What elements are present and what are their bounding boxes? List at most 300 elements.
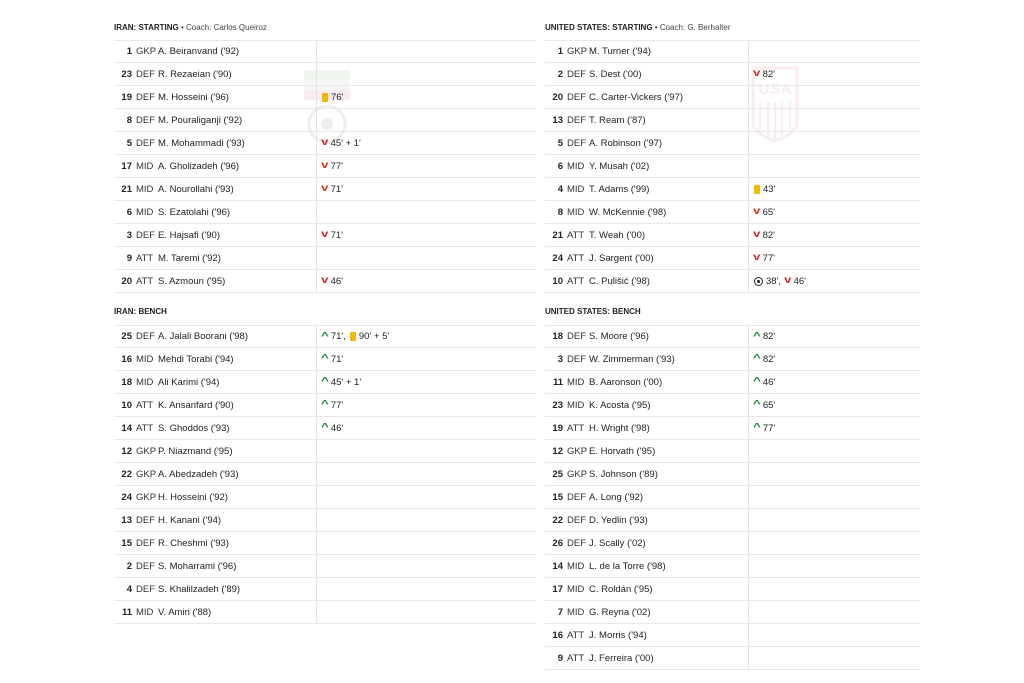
player-row[interactable]	[545, 132, 920, 155]
player-row[interactable]	[114, 348, 536, 371]
player-row[interactable]	[545, 647, 920, 670]
shirt-number: 2	[557, 68, 563, 80]
shirt-number: 17	[552, 583, 563, 595]
player-name[interactable]: J. Sargent ('00)	[589, 252, 654, 264]
shirt-number: 19	[552, 422, 563, 434]
player-row[interactable]	[114, 155, 536, 178]
player-row[interactable]	[545, 247, 920, 270]
event-minute: 65'	[762, 399, 776, 411]
player-row[interactable]	[114, 109, 536, 132]
player-row[interactable]	[545, 201, 920, 224]
event-in	[754, 400, 775, 411]
event-minute: 82'	[762, 353, 776, 365]
player-events	[748, 417, 775, 439]
shirt-number: 18	[121, 376, 132, 388]
usa-bench-title: UNITED STATES: BENCH	[545, 307, 641, 316]
shirt-number: 20	[552, 91, 563, 103]
position: GKP	[136, 491, 157, 503]
shirt-number: 11	[121, 606, 132, 618]
event-minute: 71'	[330, 229, 343, 241]
usa-coach: • Coach: G. Berhalter	[654, 23, 731, 32]
chevron-down-icon: v	[753, 206, 761, 217]
event-goal	[754, 276, 781, 287]
player-events	[316, 532, 322, 554]
player-row[interactable]	[545, 325, 920, 348]
position: DEF	[136, 537, 155, 549]
shirt-number: 24	[121, 491, 132, 503]
player-row[interactable]	[545, 624, 920, 647]
shirt-number: 15	[552, 491, 563, 503]
position: MID	[136, 353, 154, 365]
chevron-down-icon: v	[753, 252, 761, 263]
event-out	[322, 138, 361, 149]
player-events	[316, 41, 322, 62]
chevron-down-icon: v	[321, 183, 329, 194]
shirt-number: 15	[121, 537, 132, 549]
player-row[interactable]	[545, 440, 920, 463]
player-events	[316, 155, 343, 177]
player-name[interactable]: K. Ansarifard ('90)	[158, 399, 234, 411]
position: DEF	[567, 91, 586, 103]
event-out	[754, 207, 775, 218]
shirt-number: 10	[121, 399, 132, 411]
player-row[interactable]	[545, 86, 920, 109]
shirt-number: 5	[557, 137, 563, 149]
player-row[interactable]	[545, 40, 920, 63]
player-events	[748, 463, 754, 485]
player-events	[316, 178, 343, 200]
shirt-number: 9	[126, 252, 132, 264]
event-minute: 46'	[762, 376, 776, 388]
position: MID	[567, 160, 585, 172]
usa-starting-title: UNITED STATES: STARTING	[545, 23, 653, 32]
player-events	[748, 601, 754, 623]
position: MID	[136, 160, 154, 172]
position: ATT	[136, 399, 154, 411]
player-row[interactable]	[545, 532, 920, 555]
chevron-up-icon: ^	[321, 330, 329, 342]
player-name[interactable]: J. Morris ('94)	[589, 629, 647, 641]
player-events	[748, 109, 754, 131]
player-name[interactable]: T. Weah ('00)	[589, 229, 646, 241]
event-in	[322, 423, 343, 434]
position: DEF	[136, 331, 155, 342]
usa-bench-header	[545, 307, 641, 316]
player-name[interactable]: Ali Karimi ('94)	[158, 376, 220, 388]
player-row[interactable]	[114, 178, 536, 201]
chevron-up-icon: ^	[753, 376, 761, 387]
player-name[interactable]: K. Acosta ('95)	[589, 399, 651, 411]
chevron-up-icon: ^	[753, 399, 761, 410]
usa-starting-header	[545, 23, 731, 32]
position: ATT	[136, 275, 154, 287]
shirt-number: 5	[126, 137, 132, 149]
player-row[interactable]	[545, 486, 920, 509]
player-events	[316, 247, 322, 269]
event-minute: 77'	[762, 422, 776, 434]
player-events	[748, 509, 754, 531]
player-row[interactable]	[114, 486, 536, 509]
position: GKP	[567, 445, 588, 457]
player-row[interactable]	[545, 601, 920, 624]
shirt-number: 6	[557, 160, 563, 172]
player-name[interactable]: D. Yedlin ('93)	[589, 514, 648, 526]
event-minute: 71',	[330, 331, 346, 342]
player-row[interactable]	[114, 132, 536, 155]
iran-bench-list	[114, 325, 536, 624]
player-name[interactable]: A. Jalali Boorani ('98)	[158, 331, 248, 342]
player-row[interactable]	[114, 440, 536, 463]
shirt-number: 8	[557, 206, 563, 218]
player-row[interactable]	[114, 371, 536, 394]
event-in	[754, 423, 775, 434]
player-events	[316, 394, 343, 416]
shirt-number: 17	[121, 160, 132, 172]
player-events	[748, 247, 775, 269]
event-minute: 46'	[330, 422, 344, 434]
player-name[interactable]: S. Moharrami ('96)	[158, 560, 237, 572]
player-name[interactable]: C. Roldán ('95)	[589, 583, 653, 595]
shirt-number: 4	[557, 183, 563, 195]
player-name[interactable]: Mehdi Torabi ('94)	[158, 353, 234, 365]
chevron-down-icon: v	[784, 275, 792, 286]
event-minute: 45' + 1'	[330, 137, 361, 149]
player-name[interactable]: S. Ezatolahi ('96)	[158, 206, 231, 218]
shirt-number: 23	[121, 68, 132, 80]
player-events	[748, 63, 775, 85]
player-row[interactable]	[545, 224, 920, 247]
event-minute: 46'	[330, 275, 343, 287]
player-name[interactable]: Y. Musah ('02)	[589, 160, 650, 172]
player-events	[748, 201, 775, 223]
player-name[interactable]: A. Long ('92)	[589, 491, 644, 503]
player-events	[748, 440, 754, 462]
player-name[interactable]: A. Gholizadeh ('96)	[158, 160, 240, 172]
player-row[interactable]	[114, 578, 536, 601]
player-events	[748, 532, 754, 554]
shirt-number: 3	[557, 353, 563, 365]
shirt-number: 2	[126, 560, 132, 572]
player-events	[316, 348, 343, 370]
event-card	[754, 184, 775, 195]
player-events	[316, 509, 322, 531]
iran-starting-list	[114, 40, 536, 293]
player-row[interactable]	[114, 555, 536, 578]
position: DEF	[567, 514, 586, 526]
player-name[interactable]: M. Pouraliganji ('92)	[158, 114, 243, 126]
event-out	[322, 161, 343, 172]
event-minute: 82'	[762, 331, 776, 342]
shirt-number: 11	[552, 376, 563, 388]
player-name[interactable]: A. Robinson ('97)	[589, 137, 663, 149]
soccer-ball-icon	[754, 277, 763, 286]
player-name[interactable]: S. Dest ('00)	[589, 68, 642, 80]
player-row[interactable]	[545, 270, 920, 293]
player-row[interactable]	[545, 348, 920, 371]
player-name[interactable]: H. Wright ('98)	[589, 422, 650, 434]
chevron-up-icon: ^	[321, 353, 329, 364]
shirt-number: 23	[552, 399, 563, 411]
player-events	[316, 417, 343, 439]
chevron-up-icon: ^	[753, 422, 761, 433]
player-events	[748, 394, 775, 416]
shirt-number: 8	[126, 114, 132, 126]
position: MID	[567, 606, 585, 618]
player-name[interactable]: S. Ghoddos ('93)	[158, 422, 230, 434]
player-row[interactable]	[545, 63, 920, 86]
player-row[interactable]	[545, 509, 920, 532]
player-name[interactable]: M. Hosseini ('96)	[158, 91, 229, 103]
player-row[interactable]	[545, 463, 920, 486]
player-events	[316, 63, 322, 85]
position: GKP	[136, 46, 157, 57]
usa-bench-list	[545, 325, 920, 670]
position: DEF	[567, 537, 586, 549]
shirt-number: 3	[126, 229, 132, 241]
player-events	[316, 109, 322, 131]
event-minute: 71'	[330, 353, 344, 365]
event-minute: 77'	[330, 399, 344, 411]
event-out	[754, 253, 775, 264]
shirt-number: 19	[121, 91, 132, 103]
player-name[interactable]: M. Taremi ('92)	[158, 252, 221, 264]
player-name[interactable]: J. Scally ('02)	[589, 537, 646, 549]
player-row[interactable]	[114, 325, 536, 348]
shirt-number: 25	[552, 468, 563, 480]
chevron-down-icon: v	[321, 160, 329, 171]
position: ATT	[567, 629, 585, 641]
shirt-number: 24	[552, 252, 563, 264]
player-name[interactable]: S. Moore ('96)	[589, 331, 649, 342]
iran-starting-header	[114, 23, 267, 32]
player-row[interactable]	[545, 394, 920, 417]
position: MID	[567, 399, 585, 411]
position: GKP	[567, 46, 588, 57]
shirt-number: 21	[121, 183, 132, 195]
player-events	[748, 41, 754, 62]
event-out	[322, 276, 343, 287]
player-events	[316, 463, 322, 485]
player-name[interactable]: H. Hosseini ('92)	[158, 491, 228, 503]
player-events	[748, 555, 754, 577]
event-minute: 71'	[330, 183, 343, 195]
shirt-number: 6	[126, 206, 132, 218]
event-card	[322, 92, 343, 103]
position: ATT	[567, 652, 585, 664]
shirt-number: 22	[121, 468, 132, 480]
shirt-number: 12	[121, 445, 132, 457]
chevron-up-icon: ^	[321, 422, 329, 433]
event-minute: 76'	[331, 91, 344, 103]
shirt-number: 16	[121, 353, 132, 365]
player-name[interactable]: E. Hajsafi ('90)	[158, 229, 221, 241]
player-name[interactable]: P. Niazmand ('95)	[158, 445, 233, 457]
player-row[interactable]	[114, 86, 536, 109]
position: MID	[136, 606, 154, 618]
player-name[interactable]: A. Abedzadeh ('93)	[158, 468, 239, 480]
player-name[interactable]: M. Turner ('94)	[589, 46, 651, 57]
position: ATT	[136, 252, 154, 264]
position: MID	[567, 560, 585, 572]
player-name[interactable]: S. Khalilzadeh ('89)	[158, 583, 241, 595]
player-events	[748, 155, 754, 177]
yellow-card-icon	[754, 185, 760, 194]
player-row[interactable]	[545, 155, 920, 178]
player-name[interactable]: S. Azmoun ('95)	[158, 275, 226, 287]
position: DEF	[567, 137, 586, 149]
position: MID	[136, 183, 154, 195]
position: GKP	[136, 445, 157, 457]
event-out	[322, 230, 343, 241]
position: ATT	[567, 275, 585, 287]
event-minute: 38',	[766, 275, 782, 287]
player-name[interactable]: J. Ferreira ('00)	[589, 652, 654, 664]
position: DEF	[136, 514, 155, 526]
shirt-number: 21	[552, 229, 563, 241]
position: MID	[567, 206, 585, 218]
player-name[interactable]: S. Johnson ('89)	[589, 468, 658, 480]
chevron-down-icon: v	[753, 68, 761, 79]
player-events	[316, 371, 361, 393]
event-minute: 43'	[763, 183, 776, 195]
player-events	[316, 132, 361, 154]
shirt-number: 13	[121, 514, 132, 526]
player-name[interactable]: R. Cheshmi ('93)	[158, 537, 229, 549]
player-row[interactable]	[114, 417, 536, 440]
player-events	[316, 486, 322, 508]
player-row[interactable]	[114, 532, 536, 555]
player-row[interactable]	[545, 178, 920, 201]
player-events	[316, 224, 343, 246]
player-events	[748, 486, 754, 508]
player-events	[748, 371, 775, 393]
shirt-number: 18	[552, 331, 563, 342]
player-row[interactable]	[545, 417, 920, 440]
position: DEF	[136, 114, 155, 126]
position: MID	[136, 206, 154, 218]
player-row[interactable]	[114, 463, 536, 486]
shirt-number: 7	[557, 606, 563, 618]
shirt-number: 9	[557, 652, 563, 664]
player-name[interactable]: H. Kanani ('94)	[158, 514, 222, 526]
shirt-number: 1	[126, 46, 132, 57]
chevron-up-icon: ^	[321, 376, 329, 387]
player-name[interactable]: A. Nourollahi ('93)	[158, 183, 234, 195]
player-name[interactable]: R. Rezaeian ('90)	[158, 68, 232, 80]
player-row[interactable]	[114, 63, 536, 86]
position: ATT	[567, 229, 585, 241]
player-events	[316, 601, 322, 623]
player-name[interactable]: T. Adams ('99)	[589, 183, 650, 195]
shirt-number: 12	[552, 445, 563, 457]
position: DEF	[136, 560, 155, 572]
event-minute: 46'	[793, 275, 806, 287]
iran-coach: • Coach: Carlos Queiroz	[180, 23, 267, 32]
shirt-number: 1	[557, 46, 563, 57]
event-out	[322, 184, 343, 195]
player-row[interactable]	[114, 201, 536, 224]
event-out	[754, 69, 775, 80]
position: DEF	[136, 583, 155, 595]
player-row[interactable]	[114, 247, 536, 270]
shirt-number: 4	[126, 583, 132, 595]
player-name[interactable]: W. Zimmerman ('93)	[589, 353, 675, 365]
iran-bench-header	[114, 307, 167, 316]
shirt-number: 10	[552, 275, 563, 287]
player-events	[316, 555, 322, 577]
shirt-number: 26	[552, 537, 563, 549]
player-row[interactable]	[545, 371, 920, 394]
player-row[interactable]	[545, 555, 920, 578]
usa-starting-list	[545, 40, 920, 293]
position: DEF	[136, 137, 155, 149]
chevron-up-icon: ^	[753, 353, 761, 364]
player-events	[748, 624, 754, 646]
position: MID	[567, 583, 585, 595]
player-row[interactable]	[114, 509, 536, 532]
shirt-number: 25	[121, 331, 132, 342]
shirt-number: 13	[552, 114, 563, 126]
chevron-down-icon: v	[321, 137, 329, 148]
player-row[interactable]	[114, 40, 536, 63]
player-events	[316, 201, 322, 223]
player-name[interactable]: V. Amiri ('88)	[158, 606, 212, 618]
shirt-number: 14	[552, 560, 563, 572]
position: MID	[567, 183, 585, 195]
event-minute: 77'	[330, 160, 343, 172]
player-events	[748, 270, 806, 292]
player-name[interactable]: C. Carter-Vickers ('97)	[589, 91, 684, 103]
player-row[interactable]	[545, 109, 920, 132]
position: GKP	[136, 468, 157, 480]
player-events	[748, 224, 775, 246]
player-name[interactable]: M. Mohammadi ('93)	[158, 137, 245, 149]
player-name[interactable]: G. Reyna ('02)	[589, 606, 651, 618]
player-row[interactable]	[114, 394, 536, 417]
player-name[interactable]: L. de la Torre ('98)	[589, 560, 666, 572]
player-events	[748, 326, 775, 347]
player-events	[316, 326, 389, 347]
player-name[interactable]: W. McKennie ('98)	[589, 206, 667, 218]
event-in	[322, 331, 346, 342]
player-row[interactable]	[545, 578, 920, 601]
player-name[interactable]: T. Ream ('87)	[589, 114, 646, 126]
event-in	[322, 400, 343, 411]
event-in	[754, 354, 775, 365]
event-minute: 77'	[762, 252, 775, 264]
player-row[interactable]	[114, 270, 536, 293]
player-events	[316, 270, 343, 292]
player-events	[748, 578, 754, 600]
position: ATT	[567, 422, 585, 434]
position: DEF	[567, 68, 586, 80]
player-events	[748, 86, 754, 108]
position: ATT	[567, 252, 585, 264]
chevron-up-icon: ^	[753, 330, 761, 342]
player-name[interactable]: B. Aaronson ('00)	[589, 376, 663, 388]
event-in	[754, 331, 775, 342]
event-minute: 82'	[762, 68, 775, 80]
player-events	[748, 647, 754, 669]
player-row[interactable]	[114, 601, 536, 624]
player-name[interactable]: C. Pulišić ('98)	[589, 275, 650, 287]
chevron-down-icon: v	[321, 229, 329, 240]
player-name[interactable]: E. Horvath ('95)	[589, 445, 656, 457]
position: DEF	[567, 114, 586, 126]
player-row[interactable]	[114, 224, 536, 247]
shirt-number: 20	[121, 275, 132, 287]
player-name[interactable]: A. Beiranvand ('92)	[158, 46, 240, 57]
